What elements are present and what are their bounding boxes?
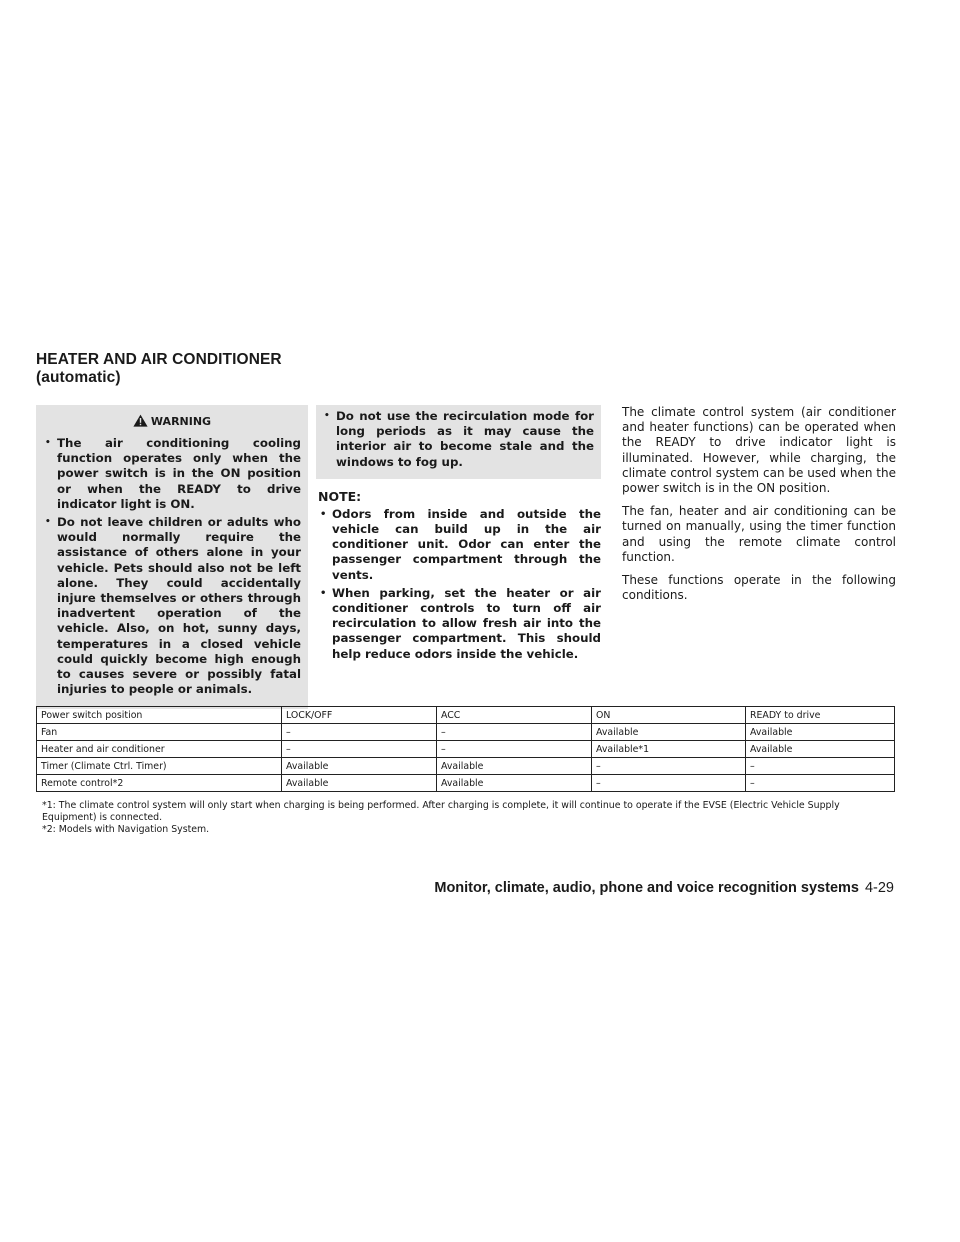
table-cell: Available — [437, 775, 592, 792]
section-title-line2: (automatic) — [36, 369, 121, 386]
table-cell: Available — [592, 724, 746, 741]
body-paragraph: The climate control system (air conditioner and heater functions) can be operated when the READY to drive indicator light is illuminated. However, while charging, the climate control system can be used when the power switch is in the ON position. — [622, 405, 896, 496]
body-paragraph: These functions operate in the following conditions. — [622, 573, 896, 603]
power-switch-table — [36, 706, 895, 792]
table-row — [37, 724, 895, 741]
table-cell: Available — [437, 758, 592, 775]
middle-column — [316, 405, 601, 665]
table-header-row — [37, 707, 895, 724]
note-heading: NOTE: — [318, 488, 362, 504]
table-cell: Available — [282, 758, 437, 775]
page-footer — [434, 880, 894, 896]
table-row — [37, 758, 895, 775]
table-cell: Available — [746, 724, 895, 741]
table-cell: – — [282, 724, 437, 741]
warning-triangle-icon — [133, 414, 148, 427]
table-row — [37, 775, 895, 792]
table-cell: – — [437, 724, 592, 741]
table-cell: – — [592, 758, 746, 775]
table-cell: Timer (Climate Ctrl. Timer) — [37, 758, 282, 775]
table-cell: – — [746, 758, 895, 775]
left-column — [36, 405, 308, 709]
section-title-line1: HEATER AND AIR CONDITIONER — [36, 351, 282, 368]
table-header-cell: ON — [592, 707, 746, 724]
section-title — [36, 351, 282, 387]
warning-item: • Do not use the recirculation mode for long periods as it may cause the interior air to become stale and the windows to fog up. — [322, 409, 594, 470]
table-header-cell: Power switch position — [37, 707, 282, 724]
table-cell: – — [746, 775, 895, 792]
table-cell: Fan — [37, 724, 282, 741]
warning-header — [43, 411, 301, 433]
table-cell: Remote control*2 — [37, 775, 282, 792]
table-cell: – — [282, 741, 437, 758]
warning-box — [36, 405, 308, 709]
note-item: • Odors from inside and outside the vehicle can build up in the air conditioner unit. Odor can enter the passenger compartment through the vents. — [316, 507, 601, 583]
table-cell: Available — [746, 741, 895, 758]
table-cell: Available*1 — [592, 741, 746, 758]
table-row — [37, 741, 895, 758]
table-header-cell: LOCK/OFF — [282, 707, 437, 724]
footer-section-title: Monitor, climate, audio, phone and voice recognition systems — [434, 880, 859, 896]
warning-label: WARNING — [150, 415, 212, 428]
page-number: 4-29 — [864, 880, 894, 896]
table-header-cell: ACC — [437, 707, 592, 724]
table-footnotes — [42, 800, 892, 836]
note-item: • When parking, set the heater or air conditioner controls to turn off air recirculation to allow fresh air into the passenger compartment. This should help reduce odors inside the vehicle. — [316, 586, 601, 662]
table-cell: – — [437, 741, 592, 758]
warning-item: • The air conditioning cooling function operates only when the power switch is in the ON position or when the READY to drive indicator light is ON. — [43, 436, 301, 512]
warning-item: • Do not leave children or adults who would normally require the assistance of others alone in your vehicle. Pets should also not be left alone. They could accidentally injure themselves or others through inadvertent operation of the vehicle. Also, on hot, sunny days, temperatures in a closed vehicle could quickly become high enough to causes severe or possibly fatal injuries to people or animals. — [43, 515, 301, 697]
table-header-cell: READY to drive — [746, 707, 895, 724]
table-cell: – — [592, 775, 746, 792]
footnote: *1: The climate control system will only start when charging is being performed. After charging is complete, it will continue to operate if the EVSE (Electric Vehicle Supply Equipment) is connected. — [42, 800, 840, 823]
table-cell: Heater and air conditioner — [37, 741, 282, 758]
right-column — [622, 405, 896, 611]
table-cell: Available — [282, 775, 437, 792]
body-paragraph: The fan, heater and air conditioning can be turned on manually, using the timer function and using the remote climate control function. — [622, 504, 896, 564]
footnote: *2: Models with Navigation System. — [42, 824, 210, 835]
warning-box-continued — [316, 405, 601, 479]
